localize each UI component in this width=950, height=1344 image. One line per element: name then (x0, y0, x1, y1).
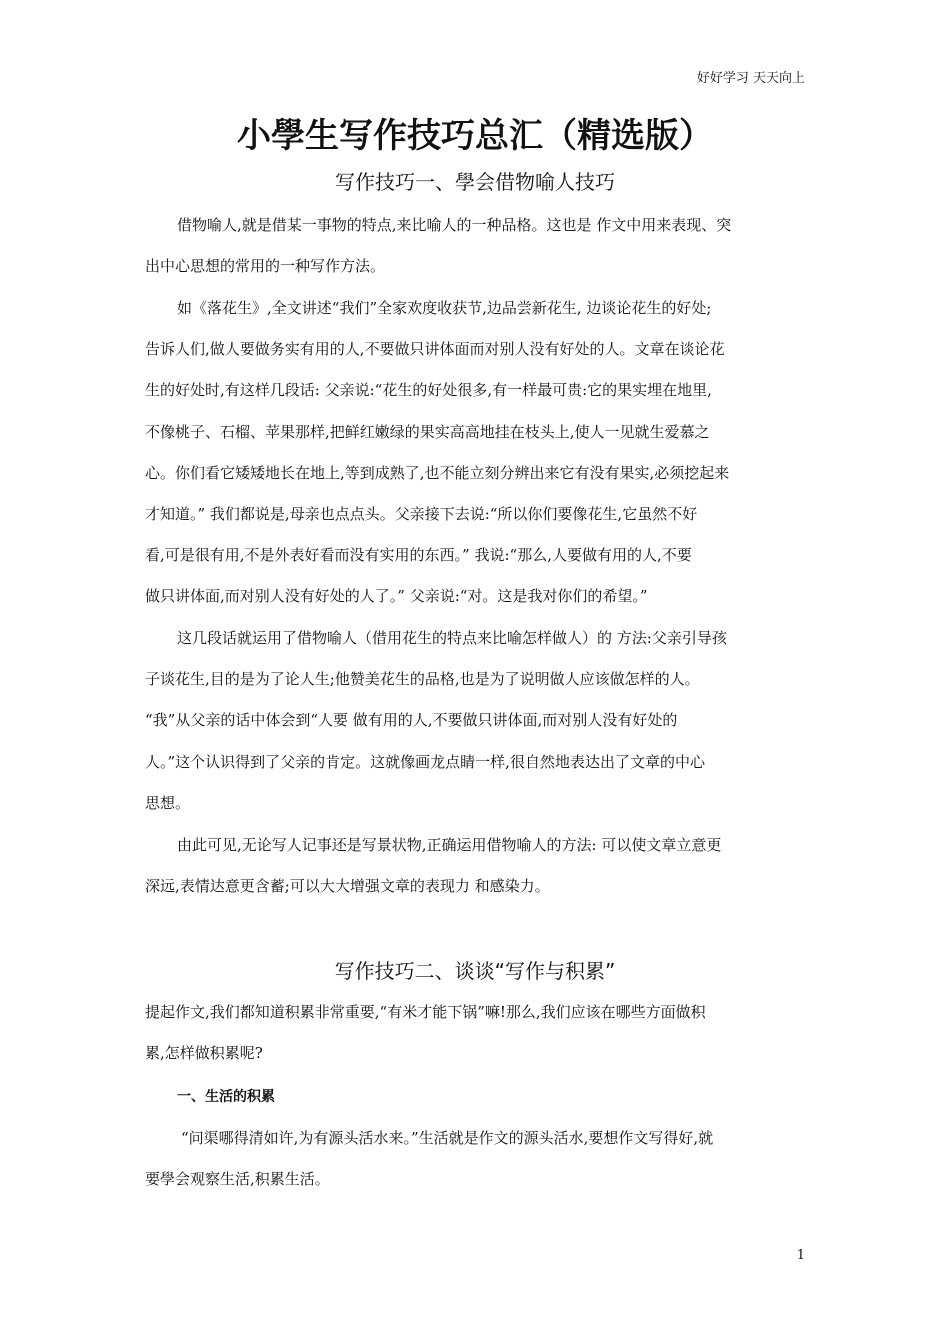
text-line: 心。你们看它矮矮地长在地上,等到成熟了,也不能立刻分辨出来它有没有果实,必须挖起来 (145, 463, 730, 482)
text-line: 生的好处时,有这样几段话: 父亲说:“花生的好处很多,有一样最可贵:它的果实埋在地里, (145, 381, 712, 400)
text-line: “我”从父亲的话中体会到“人要 做有用的人,不要做只讲体面,而对别人没有好处的 (145, 711, 678, 730)
text-line: “问渠哪得清如许,为有源头活水来。”生活就是作文的源头活水,要想作文写得好,就 (181, 1129, 714, 1147)
subheading-life-accumulation: 一、生活的积累 (177, 1089, 275, 1105)
section-2-intro (145, 992, 807, 1074)
section-2-heading: 写作技巧二、谈谈“写作与积累” (334, 959, 616, 983)
text-line: 这几段话就运用了借物喻人（借用花生的特点来比喻怎样做人）的 方法:父亲引导孩 (177, 629, 727, 647)
text-line: 思想。 (145, 793, 191, 812)
section-1-paragraph-4 (145, 825, 807, 907)
section-1-heading: 写作技巧一、學会借物喻人技巧 (335, 170, 615, 194)
text-line: 如《落花生》,全文讲述“我们”全家欢度收获节,边品尝新花生, 边谈论花生的好处; (177, 299, 712, 317)
page-number: 1 (796, 1248, 805, 1263)
text-line: 由此可见,无论写人记事还是写景状物,正确运用借物喻人的方法: 可以使文章立意更 (177, 836, 722, 854)
text-line: 看,可是很有用,不是外表好看而没有实用的东西。” 我说:“那么,人要做有用的人,不要 (145, 546, 692, 565)
text-line: 要學会观察生活,积累生活。 (145, 1170, 330, 1189)
text-line: 子谈花生,目的是为了论人生;他赞美花生的品格,也是为了说明做人应该做怎样的人。 (145, 670, 700, 689)
section-2-paragraph-1 (145, 1118, 807, 1200)
text-line: 做只讲体面,而对别人没有好处的人了。” 父亲说:“对。这是我对你们的希望。” (145, 587, 648, 606)
text-line: 出中心思想的常用的一种写作方法。 (145, 257, 386, 276)
text-line: 人。”这个认识得到了父亲的肯定。这就像画龙点睛一样,很自然地表达出了文章的中心 (145, 752, 705, 771)
text-line: 累,怎样做积累呢? (145, 1044, 263, 1063)
section-1-paragraph-3 (145, 618, 807, 824)
text-line: 告诉人们,做人要做务实有用的人,不要做只讲体面而对别人没有好处的人。文章在谈论花 (145, 340, 725, 359)
text-line: 借物喻人,就是借某一事物的特点,来比喻人的一种品格。这也是 作文中用来表现、突 (177, 216, 732, 234)
document-title: 小學生写作技巧总汇（精选版） (237, 116, 713, 156)
text-line: 深远,表情达意更含蓄;可以大大增强文章的表现力 和感染力。 (145, 877, 550, 896)
text-line: 才知道。” 我们都说是,母亲也点点头。父亲接下去说:“所以你们要像花生,它虽然不好 (145, 505, 698, 524)
section-1-paragraph-1 (145, 205, 807, 287)
header-motto: 好好学习 天天向上 (696, 71, 805, 86)
section-1-paragraph-2 (145, 288, 807, 618)
text-line: 不像桃子、石榴、苹果那样,把鲜红嫩绿的果实高高地挂在枝头上,使人一见就生爱慕之 (145, 422, 710, 441)
text-line: 提起作文,我们都知道积累非常重要,“有米才能下锅”嘛!那么,我们应该在哪些方面做积 (145, 1003, 706, 1021)
